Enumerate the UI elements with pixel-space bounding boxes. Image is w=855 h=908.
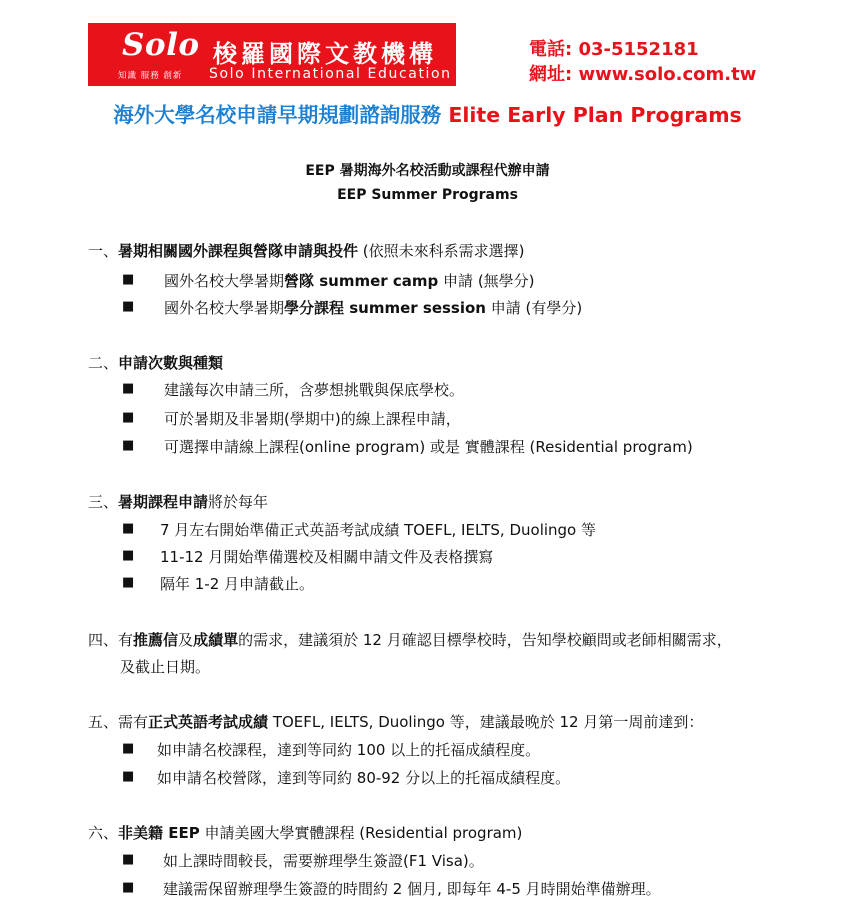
section-1-heading: [88, 240, 525, 261]
section-number: 六、: [88, 824, 119, 842]
section-4-paragraph: [88, 629, 732, 650]
section-2-heading: [88, 352, 223, 373]
list-item: 如上課時間較長，需要辦理學生簽證(F1 Visa)。: [163, 852, 484, 870]
paragraph-text: 的需求，建議須於 12 月確認目標學校時，告知學校顧問或老師相關需求，: [238, 631, 732, 649]
paragraph-text: 有: [118, 631, 134, 649]
subtitle-cn: EEP 暑期海外名校活動或課程代辦申請: [305, 163, 550, 179]
section-number: 四、: [88, 631, 119, 649]
section-number: 三、: [88, 493, 119, 511]
page-title-cn: 海外大學名校申請早期規劃諮詢服務: [113, 103, 442, 127]
section-title: 正式英語考試成績: [148, 713, 269, 731]
bullet-icon: ■: [122, 438, 135, 453]
list-item: 建議需保留辦理學生簽證的時間約 2 個月, 即每年 4-5 月時開始準備辦理。: [163, 880, 661, 898]
logo-brand: Solo: [122, 27, 200, 63]
list-item: 如申請名校營隊，達到等同約 80-92 分以上的托福成績程度。: [157, 769, 571, 787]
list-item-text: 申請 (有學分): [485, 299, 583, 317]
logo-en-name: Solo International Education: [209, 66, 452, 82]
list-item: 如申請名校課程，達到等同約 100 以上的托福成績程度。: [157, 741, 541, 759]
list-item: [164, 270, 535, 291]
list-item-bold: 營隊 summer camp: [284, 272, 439, 290]
section-title: 申請次數與種類: [118, 354, 224, 372]
paragraph-text: 申請美國大學實體課程 (Residential program): [199, 824, 523, 842]
section-title: 非美籍 EEP: [118, 824, 200, 842]
bullet-icon: ■: [122, 575, 135, 590]
paragraph-text: 需有: [118, 713, 149, 731]
section-4-paragraph-line2: 及截止日期。: [120, 658, 211, 676]
bullet-icon: ■: [122, 272, 135, 287]
paragraph-text: TOEFL, IELTS, Duolingo 等，建議最晚於 12 月第一周前達到：: [268, 713, 704, 731]
paragraph-bold: 成績單: [193, 631, 239, 649]
section-6-heading: [88, 822, 522, 843]
section-number: 五、: [88, 713, 119, 731]
section-3-heading: [88, 491, 268, 512]
bullet-icon: ■: [122, 410, 135, 425]
list-item-text: 國外名校大學暑期: [164, 299, 285, 317]
bullet-icon: ■: [122, 769, 135, 784]
logo-cn-name: 梭羅國際文教機構: [213, 39, 437, 68]
list-item: 建議每次申請三所，含夢想挑戰與保底學校。: [164, 381, 465, 399]
paragraph-text: 及: [178, 631, 194, 649]
bullet-icon: ■: [122, 381, 135, 396]
phone-number: 電話: 03-5152181: [529, 39, 699, 60]
section-title: 暑期相關國外課程與營隊申請與投件: [118, 242, 359, 260]
list-item: 11-12 月開始準備選校及相關申請文件及表格撰寫: [160, 548, 494, 566]
bullet-icon: ■: [122, 548, 135, 563]
list-item: 可於暑期及非暑期(學期中)的線上課程申請，: [164, 410, 461, 428]
section-5-heading: [88, 711, 703, 732]
section-note: 將於每年: [208, 493, 269, 511]
list-item-text: 申請 (無學分): [438, 272, 535, 290]
bullet-icon: ■: [122, 852, 135, 867]
list-item-text: 國外名校大學暑期: [164, 272, 285, 290]
page-title: [0, 98, 855, 128]
list-item: 可選擇申請線上課程(online program) 或是 實體課程 (Residential program): [164, 438, 693, 456]
section-number: 二、: [88, 354, 119, 372]
paragraph-bold: 推薦信: [133, 631, 179, 649]
list-item-bold: 學分課程 summer session: [284, 299, 486, 317]
logo: [88, 23, 456, 86]
subtitle-en: EEP Summer Programs: [337, 187, 518, 203]
page-title-en: Elite Early Plan Programs: [448, 103, 742, 127]
list-item: 隔年 1-2 月申請截止。: [160, 575, 315, 593]
bullet-icon: ■: [122, 741, 135, 756]
website-url: 網址: www.solo.com.tw: [529, 64, 757, 85]
bullet-icon: ■: [122, 880, 135, 895]
section-note: (依照未來科系需求選擇): [358, 242, 525, 260]
bullet-icon: ■: [122, 299, 135, 314]
bullet-icon: ■: [122, 521, 135, 536]
list-item: 7 月左右開始準備正式英語考試成績 TOEFL, IELTS, Duolingo 等: [160, 521, 597, 539]
list-item: [164, 297, 582, 318]
section-number: 一、: [88, 242, 119, 260]
section-title: 暑期課程申請: [118, 493, 209, 511]
logo-tagline: 知識 服務 創新: [118, 71, 183, 81]
